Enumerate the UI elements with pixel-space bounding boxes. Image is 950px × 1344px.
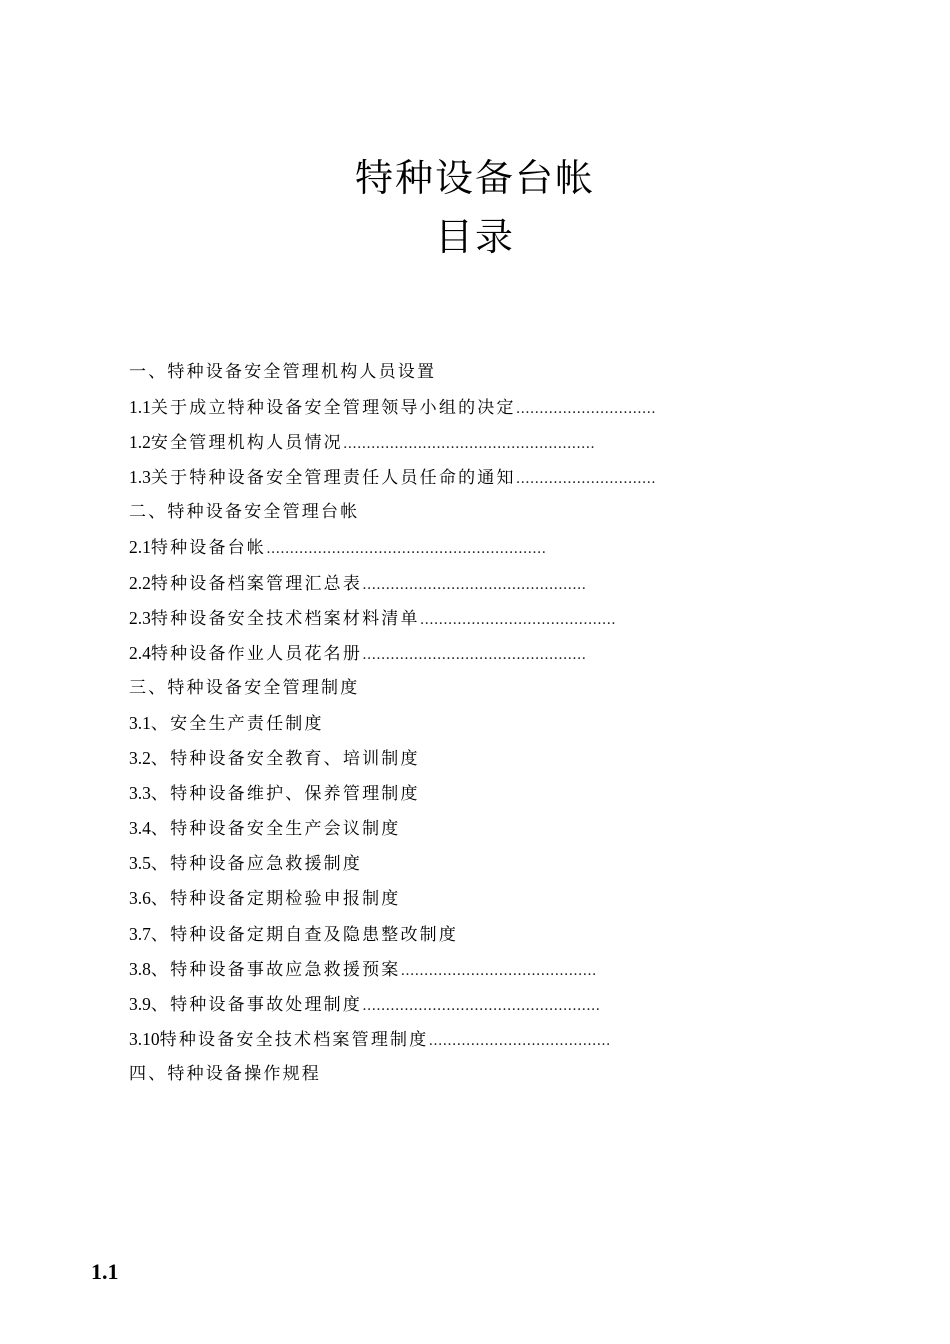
toc-entry-text: 特种设备作业人员花名册: [150, 643, 363, 664]
document-subtitle: 目录: [434, 215, 515, 259]
toc-entry-number: 3.5: [129, 853, 151, 874]
toc-entry-leader-dots: ……………………………………: [419, 611, 616, 628]
toc-entry-text: 特种设备台帐: [150, 538, 267, 559]
toc-entry-leader-dots: …………………………………………: [362, 576, 587, 593]
toc-entry-number: 3.3: [129, 783, 151, 804]
toc-entry-number: 2.4: [129, 642, 151, 663]
toc-entry: [129, 360, 829, 395]
toc-entry: [129, 816, 829, 851]
toc-entry-text: 关于成立特种设备安全管理领导小组的决定: [150, 398, 516, 419]
toc-entry: [129, 395, 829, 430]
toc-entry-leader-dots: ……………………………………………: [362, 997, 601, 1014]
toc-entry-number: 1.1: [129, 397, 151, 418]
toc-entry-text: 特种设备安全技术档案材料清单: [150, 608, 420, 629]
toc-entry: [129, 851, 829, 886]
toc-entry-leader-dots: …………………………………………: [362, 646, 587, 663]
toc-entry-text: 特种设备安全技术档案管理制度: [159, 1029, 429, 1050]
toc-entry: [129, 992, 829, 1027]
document-title: 特种设备台帐: [354, 156, 595, 200]
toc-entry: [129, 606, 829, 641]
toc-entry-text: 四、特种设备操作规程: [129, 1063, 321, 1084]
toc-entry-leader-dots: …………………………………: [428, 1032, 611, 1049]
toc-entry: [129, 781, 829, 816]
toc-entry: [129, 430, 829, 465]
toc-entry-leader-dots: …………………………: [515, 471, 656, 488]
toc-entry-text: 、特种设备定期检验申报制度: [150, 889, 401, 910]
toc-entry: [129, 922, 829, 957]
toc-entry-number: 3.2: [129, 748, 151, 769]
toc-entry-text: 、特种设备安全生产会议制度: [150, 819, 401, 840]
toc-entry-number: 1.3: [129, 467, 151, 488]
toc-entry-number: 2.3: [129, 607, 151, 628]
toc-entry-number: 3.1: [129, 712, 151, 733]
toc-entry-leader-dots: ……………………………………: [400, 962, 597, 979]
toc-entry-text: 、特种设备维护、保养管理制度: [150, 784, 420, 805]
toc-entry: [129, 676, 829, 711]
toc-entry: [129, 1027, 829, 1062]
toc-entry-number: 3.7: [129, 923, 151, 944]
toc-entry: [129, 957, 829, 992]
toc-entry-leader-dots: …………………………: [515, 401, 656, 418]
toc-entry: [129, 500, 829, 535]
page-section-number: 1.1: [91, 1259, 119, 1284]
toc-entry-text: 三、特种设备安全管理制度: [129, 677, 360, 698]
toc-entry-text: 安全管理机构人员情况: [150, 433, 343, 454]
toc-entry-number: 2.1: [129, 537, 151, 558]
toc-entry-text: 特种设备档案管理汇总表: [150, 573, 363, 594]
toc-entry: [129, 571, 829, 606]
toc-entry: [129, 465, 829, 500]
toc-entry-text: 二、特种设备安全管理台帐: [129, 502, 360, 523]
toc-entry-number: 3.4: [129, 818, 151, 839]
toc-entry-number: 3.9: [129, 993, 151, 1014]
toc-entry-leader-dots: ………………………………………………: [342, 436, 595, 453]
toc-entry: [129, 1062, 829, 1097]
toc-entry-text: 、特种设备事故应急救援预案: [150, 959, 401, 980]
toc-entry-number: 3.6: [129, 888, 151, 909]
toc-entry-number: 3.8: [129, 958, 151, 979]
toc-entry-number: 2.2: [129, 572, 151, 593]
toc-entry: [129, 746, 829, 781]
toc-entry-number: 1.2: [129, 432, 151, 453]
toc-entry-text: 、特种设备事故处理制度: [150, 994, 363, 1015]
toc-entry: [129, 711, 829, 746]
toc-entry: [129, 535, 829, 570]
toc-entry-text: 一、特种设备安全管理机构人员设置: [129, 362, 437, 382]
toc-entry-text: 关于特种设备安全管理责任人员任命的通知: [150, 468, 516, 489]
toc-entry: [129, 886, 829, 921]
toc-entry-text: 、特种设备应急救援制度: [150, 854, 363, 875]
toc-entry-number: 3.10: [129, 1028, 160, 1049]
toc-entry: [129, 641, 829, 676]
toc-entry-text: 、安全生产责任制度: [150, 713, 324, 734]
toc-entry-leader-dots: ……………………………………………………: [266, 541, 547, 558]
table-of-contents: [129, 360, 829, 1097]
toc-entry-text: 、特种设备安全教育、培训制度: [150, 749, 420, 770]
toc-entry-text: 、特种设备定期自查及隐患整改制度: [150, 924, 459, 945]
